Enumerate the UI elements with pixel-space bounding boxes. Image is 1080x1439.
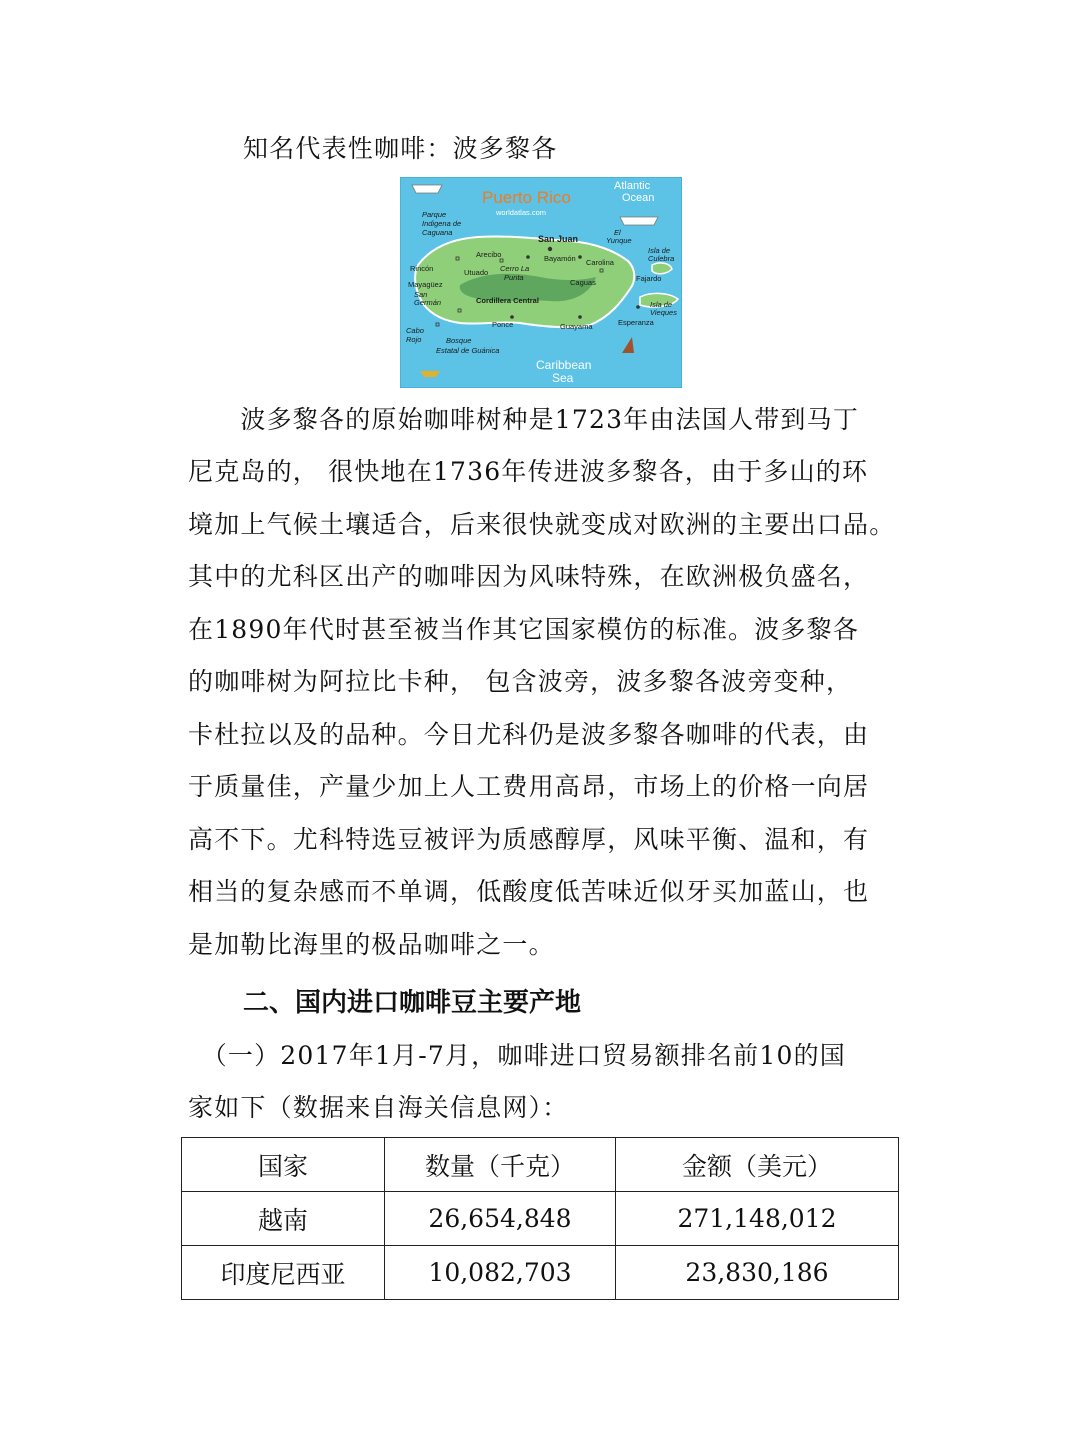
paragraph-line: 高不下。尤科特选豆被评为质感醇厚，风味平衡、温和，有: [188, 825, 870, 854]
culebra-island: [652, 263, 672, 274]
place-label: Esperanza: [618, 318, 654, 327]
place-label: Rojo: [406, 335, 422, 344]
table-cell: 10,082,703: [385, 1246, 616, 1300]
place-label: Bayamón: [544, 254, 576, 263]
place-label: Ponce: [492, 320, 514, 329]
place-label: Cabo: [406, 326, 424, 335]
place-label: Vieques: [650, 308, 677, 317]
table-cell: 271,148,012: [616, 1192, 899, 1246]
place-label: Isla de: [650, 300, 673, 309]
intro-line: 知名代表性咖啡：波多黎各: [243, 134, 558, 163]
table-cell: 印度尼西亚: [182, 1246, 385, 1300]
table-cell: 26,654,848: [385, 1192, 616, 1246]
place-label: Guayama: [560, 322, 593, 331]
import-table: [181, 1137, 899, 1300]
sub-line: 家如下（数据来自海关信息网）：: [188, 1093, 569, 1122]
paragraph-line: 于质量佳，产量少加上人工费用高昂，市场上的价格一向居: [188, 772, 870, 801]
paragraph-line: 是加勒比海里的极品咖啡之一。: [188, 930, 555, 959]
paragraph-line: 的咖啡树为阿拉比卡种， 包含波旁，波多黎各波旁变种，: [188, 667, 853, 696]
place-label: Punta: [504, 273, 524, 282]
place-label: Cordillera Central: [476, 296, 539, 305]
place-label: Germán: [414, 298, 442, 307]
paragraph-line: 波多黎各的原始咖啡树种是1723年由法国人带到马丁: [188, 405, 860, 434]
place-label: Arecibo: [476, 250, 502, 259]
place-label: Cerro La: [500, 264, 530, 273]
table-header-row: [182, 1138, 899, 1192]
place-label: Carolina: [586, 258, 614, 267]
table-cell: 23,830,186: [616, 1246, 899, 1300]
map-title: Puerto Rico: [482, 188, 571, 207]
place-label: Rincón: [410, 264, 434, 273]
city-dot-icon: [510, 315, 514, 319]
sea-label-1: Caribbean: [536, 358, 592, 372]
paragraph-line: 尼克岛的， 很快地在1736年传进波多黎各，由于多山的环: [188, 457, 869, 486]
place-label: San: [414, 290, 428, 299]
place-label: Caguas: [570, 278, 596, 287]
ocean-label-1: Atlantic: [614, 180, 651, 192]
place-label: Isla de: [648, 246, 671, 255]
city-dot-icon: [526, 255, 530, 259]
table-row: [182, 1192, 899, 1246]
city-dot-icon: [636, 305, 640, 309]
table-header: 数量（千克）: [385, 1138, 616, 1192]
section-heading: 二、国内进口咖啡豆主要产地: [243, 988, 582, 1018]
paragraph-line: 在1890年代时甚至被当作其它国家模仿的标准。波多黎各: [188, 615, 860, 644]
ship-icon: [412, 185, 442, 193]
table-cell: 越南: [182, 1192, 385, 1246]
city-dot-icon: [548, 247, 552, 251]
place-label: Yunque: [606, 236, 632, 245]
paragraph-line: 卡杜拉以及的品种。今日尤科仍是波多黎各咖啡的代表，由: [188, 720, 870, 749]
place-label: Caguana: [422, 228, 453, 237]
place-label: San Juan: [538, 234, 579, 244]
place-label: Indigena de: [422, 219, 462, 228]
place-label: Parque: [422, 210, 447, 219]
map-source: worldatlas.com: [496, 208, 547, 217]
paragraph-line: 境加上气候土壤适合，后来很快就变成对欧洲的主要出口品。: [188, 510, 896, 539]
puerto-rico-map: [400, 177, 682, 388]
paragraph-line: 相当的复杂感而不单调，低酸度低苦味近似牙买加蓝山，也: [188, 877, 870, 906]
city-dot-icon: [578, 315, 582, 319]
table-header: 国家: [182, 1138, 385, 1192]
place-label: El: [614, 228, 621, 237]
city-dot-icon: [578, 255, 582, 259]
place-label: Mayagüez: [408, 280, 443, 289]
place-label: Culebra: [648, 254, 675, 263]
place-label: Bosque: [446, 336, 472, 345]
sub-line: （一）2017年1月-7月，咖啡进口贸易额排名前10的国: [188, 1041, 846, 1070]
place-label: Estatal de Guánica: [436, 346, 500, 355]
ocean-label-2: Ocean: [622, 192, 655, 204]
sea-label-2: Sea: [552, 371, 574, 385]
place-label: Fajardo: [636, 274, 662, 283]
paragraph-line: 其中的尤科区出产的咖啡因为风味特殊，在欧洲极负盛名，: [188, 562, 870, 591]
table-header: 金额（美元）: [616, 1138, 899, 1192]
place-label: Utuado: [464, 268, 489, 277]
ship-icon: [620, 217, 658, 225]
table-row: [182, 1246, 899, 1300]
